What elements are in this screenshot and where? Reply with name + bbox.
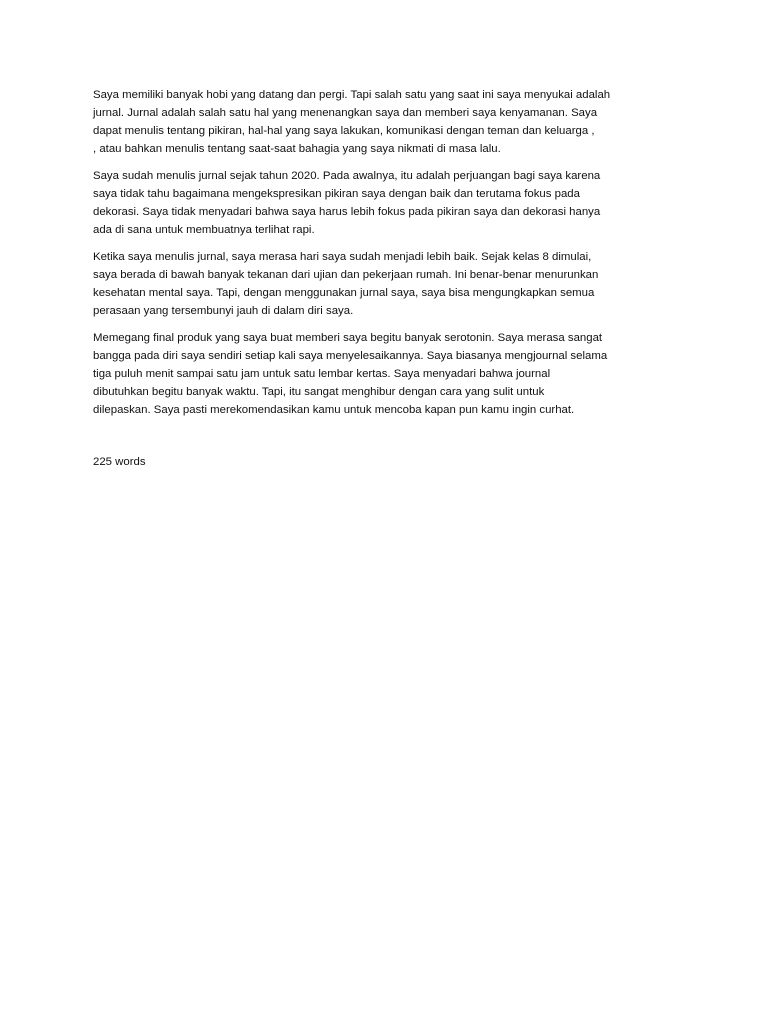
text-line: Ketika saya menulis jurnal, saya merasa hari saya sudah menjadi lebih baik. Sejak kelas 8 dimulai, — [93, 251, 592, 263]
paragraph-3 — [93, 248, 683, 320]
text-line: Saya memiliki banyak hobi yang datang dan pergi. Tapi salah satu yang saat ini saya menyukai adalah — [93, 89, 611, 101]
text-line: kesehatan mental saya. Tapi, dengan menggunakan jurnal saya, saya bisa mengungkapkan semua — [93, 287, 595, 299]
text-line: saya berada di bawah banyak tekanan dari ujian dan pekerjaan rumah. Ini benar-benar menurunkan — [93, 269, 599, 281]
paragraph-2 — [93, 167, 683, 239]
word-count: 225 words — [93, 456, 146, 468]
text-line: dekorasi. Saya tidak menyadari bahwa saya harus lebih fokus pada pikiran saya dan dekorasi hanya — [93, 206, 601, 218]
document-body — [93, 86, 683, 428]
text-line: dapat menulis tentang pikiran, hal-hal yang saya lakukan, komunikasi dengan teman dan keluarga , — [93, 125, 595, 137]
paragraph-4 — [93, 329, 683, 419]
text-line: ada di sana untuk membuatnya terlihat rapi. — [93, 224, 315, 236]
text-line: bangga pada diri saya sendiri setiap kali saya menyelesaikannya. Saya biasanya mengjournal selama — [93, 350, 608, 362]
text-line: saya tidak tahu bagaimana mengekspresikan pikiran saya dengan baik dan terutama fokus pada — [93, 188, 580, 200]
text-line: tiga puluh menit sampai satu jam untuk satu lembar kertas. Saya menyadari bahwa journal — [93, 368, 551, 380]
text-line: jurnal. Jurnal adalah salah satu hal yang menenangkan saya dan memberi saya kenyamanan. Saya — [93, 107, 598, 119]
text-line: dilepaskan. Saya pasti merekomendasikan kamu untuk mencoba kapan pun kamu ingin curhat. — [93, 404, 575, 416]
text-line: dibutuhkan begitu banyak waktu. Tapi, itu sangat menghibur dengan cara yang sulit untuk — [93, 386, 545, 398]
text-line: perasaan yang tersembunyi jauh di dalam diri saya. — [93, 305, 354, 317]
text-line: Memegang final produk yang saya buat memberi saya begitu banyak serotonin. Saya merasa sangat — [93, 332, 603, 344]
text-line: Saya sudah menulis jurnal sejak tahun 2020. Pada awalnya, itu adalah perjuangan bagi saya karena — [93, 170, 601, 182]
paragraph-1 — [93, 86, 683, 158]
text-line: , atau bahkan menulis tentang saat-saat bahagia yang saya nikmati di masa lalu. — [93, 143, 501, 155]
